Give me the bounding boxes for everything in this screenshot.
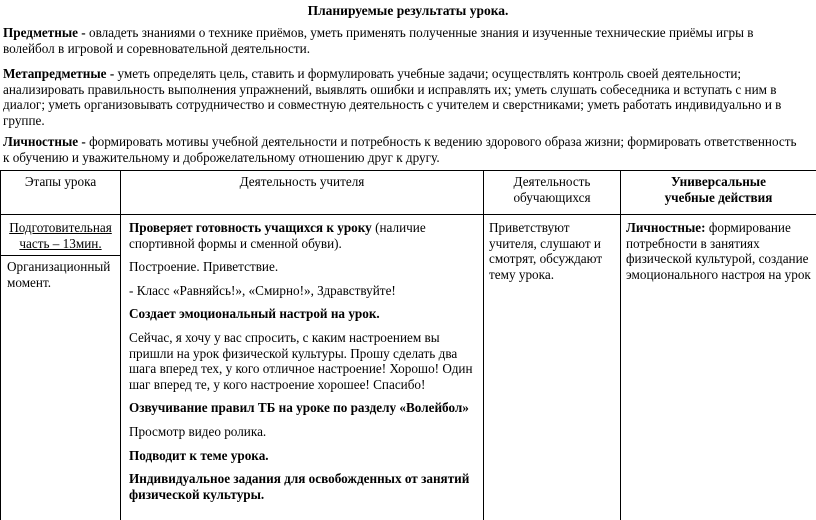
teacher-greeting: Построение. Приветствие. — [129, 259, 279, 275]
personal-results-paragraph — [3, 134, 809, 165]
metasubject-results-line-3: диалог; уметь организовывать сотрудничество и совместную деятельность с учителем и сверстниками; уметь работать индивидуально и в — [3, 97, 782, 113]
learning-actions-cell: Личностные: формирование потребности в занятиях физической культурой, создание эмоционального настроя на урок — [621, 215, 816, 520]
teacher-video: Просмотр видео ролика. — [129, 423, 267, 439]
personal-results-line-2: к обучению и уважительному и доброжелательному отношению друг к другу. — [3, 149, 440, 165]
teacher-mood-text: Сейчас, я хочу у вас спросить, с каким настроением вы пришли на урок физической культуры. Прошу сделать два шага вперед тех, у кого отличное настроение! Хорошо! Один шаг вперед те, у кого настроение хорошее! Спасибо! — [129, 329, 473, 392]
metasubject-results-line-2: анализировать правильность выполнения упражнений, выявлять ошибки и исправлять их; уметь слушать собеседника и вступать с ним в — [3, 81, 777, 97]
metasubject-results-label: Метапредметные - — [3, 66, 115, 81]
teacher-safety-rules: Озвучивание правил ТБ на уроке по разделу «Волейбол» — [129, 400, 469, 416]
teacher-mood-heading: Создает эмоциональный настрой на урок. — [129, 306, 380, 322]
teacher-commands: - Класс «Равняйсь!», «Смирно!», Здравствуйте! — [129, 282, 396, 298]
metasubject-results-line-1: Метапредметные - уметь определять цель, ставить и формулировать учебные задачи; осуществлять контроль своей деятельности; — [3, 66, 742, 81]
header-teacher-activity: Деятельность учителя — [121, 171, 484, 215]
header-learning-actions: Универсальные учебные действия — [621, 171, 816, 215]
table-header-row — [1, 171, 816, 215]
subject-results-line-2: волейбол в игровой и соревновательной деятельности. — [3, 40, 311, 56]
teacher-check-readiness: Проверяет готовность учащихся к уроку (наличие спортивной формы и сменной обуви). — [129, 220, 426, 251]
metasubject-results-paragraph — [3, 66, 809, 128]
subject-results-label: Предметные - — [3, 25, 86, 40]
subject-results-line-1: Предметные - овладеть знаниями о технике приёмов, уметь применять полученные знания и изученные технические приёмы игры в — [3, 25, 754, 40]
teacher-individual-task: Индивидуальное задания для освобожденных от занятий физической культуры. — [129, 471, 470, 502]
lesson-plan-table — [0, 170, 816, 520]
subject-results-paragraph — [3, 25, 809, 56]
uud-label: Личностные: — [626, 220, 706, 235]
stage-cell — [1, 215, 121, 520]
teacher-activity-cell — [121, 215, 484, 520]
metasubject-results-line-4: группе. — [3, 112, 45, 128]
personal-results-line-1: Личностные - формировать мотивы учебной деятельности и потребность к ведению здорового образа жизни; формировать ответственность — [3, 134, 797, 149]
header-student-activity: Деятельность обучающихся — [484, 171, 621, 215]
teacher-topic: Подводит к теме урока. — [129, 447, 269, 463]
student-activity-cell: Приветствуют учителя, слушают и смотрят, обсуждают тему урока. — [484, 215, 621, 520]
personal-results-label: Личностные - — [3, 134, 86, 149]
page-title: Планируемые результаты урока. — [307, 3, 509, 18]
header-stages: Этапы урока — [1, 171, 121, 215]
stage-subtitle: Организационный момент. — [7, 259, 111, 290]
table-row — [1, 215, 816, 520]
stage-title: Подготовительная часть – 13мин. — [1, 215, 120, 256]
